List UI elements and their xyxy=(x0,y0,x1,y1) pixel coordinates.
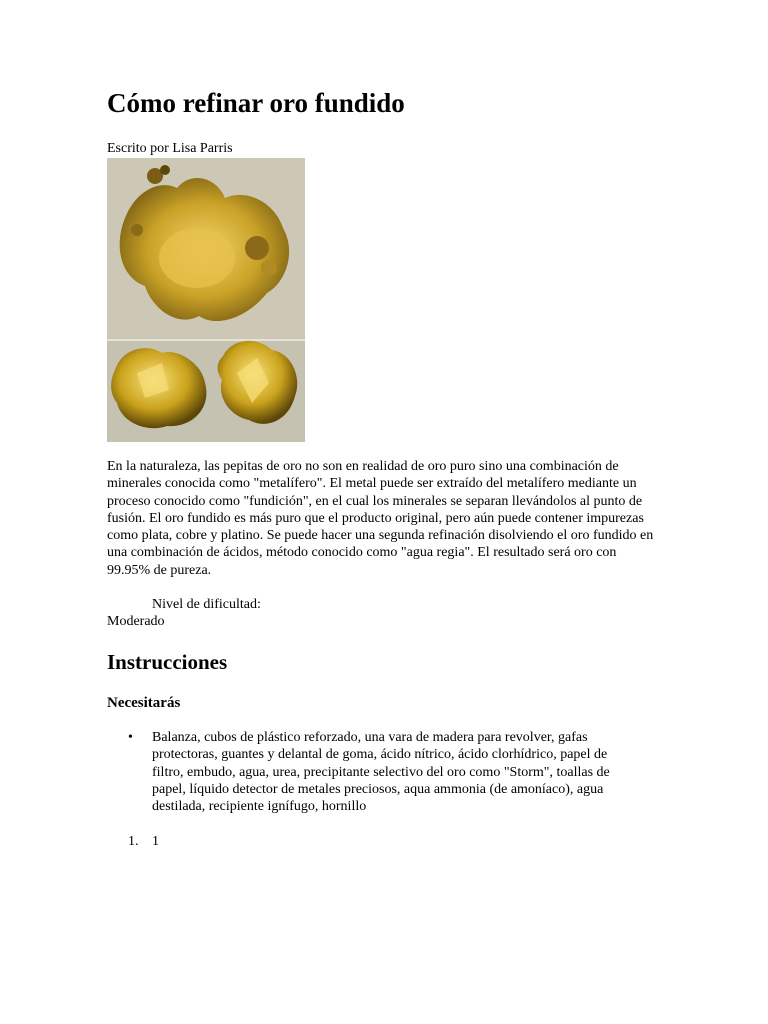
step-text: 1 xyxy=(152,834,159,849)
intro-paragraph: En la naturaleza, las pepitas de oro no son en realidad de oro puro sino una combinación de minerales conocida como "metalífero". El metal puede ser extraído del metalífero mediante un proceso conocido como "fundición", en el cual los minerales se separan llevándolos al punto de fusión. El oro fundido es más puro que el producto original, pero aún puede contener impurezas como plata, cobre y platino. Se puede hacer una segunda refinación disolviendo el oro fundido en una combinación de ácidos, método conocido como "agua regia". El resultado será oro con 99.95% de pureza. xyxy=(107,459,654,578)
difficulty-label: Nivel de dificultad: xyxy=(152,597,261,612)
difficulty-value: Moderado xyxy=(107,614,165,629)
needs-heading: Necesitarás xyxy=(107,695,181,711)
needs-list xyxy=(107,729,637,815)
page-title: Cómo refinar oro fundido xyxy=(107,88,405,118)
bullet-icon: • xyxy=(128,730,133,745)
needs-item-text: Balanza, cubos de plástico reforzado, una vara de madera para revolver, gafas protectoras, guantes y delantal de goma, ácido nítrico, ácido clorhídrico, papel de filtro, embudo, agua, urea, precipitante selectivo del oro como "Storm", toallas de papel, líquido detector de metales preciosos, aqua ammonia (de amoníaco), agua destilada, recipiente ignífugo, hornillo xyxy=(152,730,610,815)
instructions-heading: Instrucciones xyxy=(107,650,228,674)
author-byline: Escrito por Lisa Parris xyxy=(107,141,233,156)
gold-nuggets-photo xyxy=(107,158,305,442)
list-item xyxy=(107,729,637,815)
step-number: 1. xyxy=(128,834,139,849)
